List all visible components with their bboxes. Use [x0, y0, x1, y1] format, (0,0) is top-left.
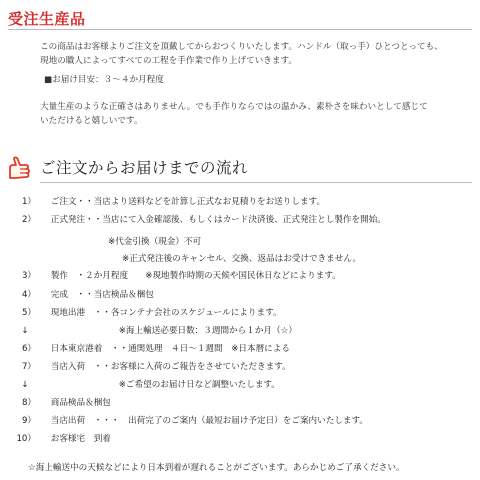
- step-text: 完成 ・・当店検品＆梱包: [50, 290, 154, 300]
- step-text: 正式発注・・当店にて入金確認後、もしくはカード決済後、正式発注とし製作を開始。: [50, 215, 386, 225]
- flow-heading: ご注文からお届けまでの流れ: [40, 159, 249, 177]
- step-number: 3）: [21, 271, 36, 281]
- step-number: 4）: [21, 290, 36, 300]
- flow-step: [14, 415, 368, 427]
- step-number: 2）: [21, 215, 36, 225]
- flow-divider: [40, 182, 472, 183]
- step-text: 日本東京港着 ・・通関処理 ４日～１週間 ※日本暦による: [50, 344, 290, 354]
- hand-pointing-icon: [6, 156, 32, 182]
- intro-line-4: いただけると嬉しいです。: [40, 116, 143, 126]
- step-number: 5）: [21, 308, 36, 318]
- step-number: 6）: [21, 344, 36, 354]
- step-text: 商品検品＆梱包: [50, 398, 111, 408]
- flow-step: [14, 307, 282, 319]
- flow-step: [14, 379, 280, 391]
- step-text: 現地出港 ・・各コンテナ会社のスケジュールによります。: [50, 308, 282, 318]
- step-text: 当店出荷 ・・・ 出荷完了のご案内（最短お届け予定日）をご案内いたします。: [50, 416, 369, 426]
- shipping-footnote: ☆海上輸送中の天候などにより日本到着が遅れることがございます。あらかじめご了承ください。: [28, 463, 405, 473]
- down-arrow: ↓: [21, 380, 29, 390]
- step-text: ご注文・・当店より送料などを計算し正式なお見積りをお送りします。: [50, 197, 326, 207]
- flow-note: ※代金引換（現金）不可: [108, 237, 202, 247]
- flow-step: [14, 433, 111, 445]
- intro-paragraph: [40, 40, 443, 68]
- flow-step: [14, 196, 325, 208]
- step-number: 8）: [21, 398, 36, 408]
- intro-line-3: 大量生産のような正確さはありません。でも手作りならではの温かみ、素朴さを味わいとして感じて: [40, 102, 428, 112]
- intro-line-2: 現地の職人によってすべての工程を手作業で作り上げていきます。: [40, 56, 297, 66]
- step-text: 当店入荷 ・・お客様に入荷のご報告をさせていただきます。: [50, 362, 291, 372]
- flow-step: [14, 361, 291, 373]
- intro-paragraph-2: [40, 100, 428, 128]
- flow-step: [14, 343, 290, 355]
- flow-step: [14, 270, 341, 282]
- flow-step: [14, 289, 154, 301]
- flow-note: ※正式発注後のキャンセル、交換、返品はお受けできません。: [122, 254, 362, 264]
- step-number: 9）: [21, 416, 36, 426]
- step-number: 7）: [21, 362, 36, 372]
- delivery-estimate: ■お届け目安：３～４か月程度: [44, 75, 164, 85]
- down-arrow: ↓: [21, 326, 29, 336]
- title-divider: [8, 29, 472, 30]
- step-number: 10）: [16, 434, 36, 444]
- step-text: ※ご希望のお届け日など調整いたします。: [118, 380, 280, 390]
- step-text: お客様宅 到着: [50, 434, 111, 444]
- flow-step: [14, 397, 111, 409]
- section-title: 受注生産品: [8, 10, 86, 28]
- intro-line-1: この商品はお客様よりご注文を頂戴してからおつくりいたします。ハンドル（取っ手）ひとつとっても、: [40, 42, 443, 52]
- step-number: 1）: [21, 197, 36, 207]
- step-text: 製作 ・２か月程度 ※現地製作時期の天候や国民休日などによります。: [50, 271, 341, 281]
- flow-step: [14, 325, 297, 337]
- step-text: ※海上輸送必要日数：３週間から１か月（☆）: [118, 326, 297, 336]
- flow-step: [14, 214, 386, 226]
